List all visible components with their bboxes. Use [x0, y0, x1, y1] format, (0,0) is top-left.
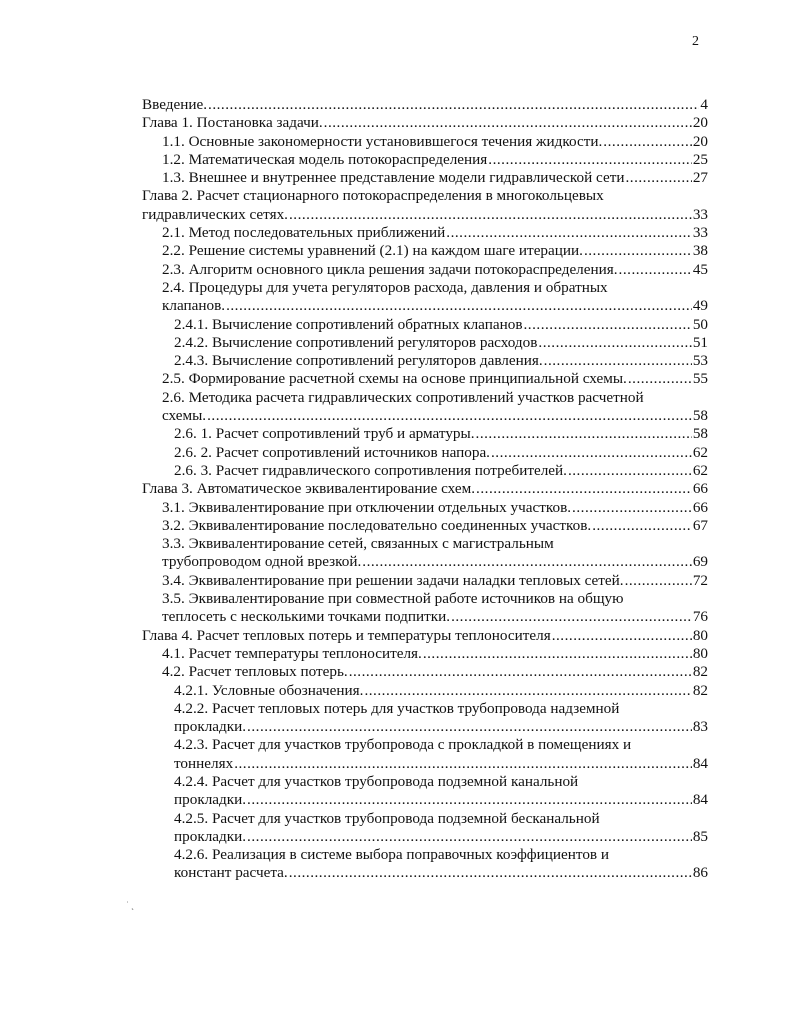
toc-page-number: 27	[692, 169, 708, 187]
toc-entry-title: 2.6. Методика расчета гидравлических сопротивлений участков расчетной	[162, 388, 644, 406]
toc-page-number: 33	[692, 224, 708, 242]
dot-leader	[289, 864, 692, 882]
toc-page-number: 69	[692, 553, 708, 571]
toc-entry-title: 2.2. Решение системы уравнений (2.1) на каждом шаге итерации.	[162, 242, 583, 260]
toc-entry	[142, 553, 708, 571]
toc-page-number: 82	[692, 681, 708, 699]
toc-page-number: 45	[692, 260, 708, 278]
toc-entry	[142, 151, 708, 169]
toc-entry-title: 1.1. Основные закономерности установившегося течения жидкости.	[162, 132, 603, 150]
toc-page-number: 62	[692, 461, 708, 479]
toc-page-number: 84	[692, 791, 708, 809]
toc-page-number: 83	[692, 718, 708, 736]
toc-entry-continuation: прокладки.	[174, 827, 247, 845]
toc-page-number: 4	[700, 96, 708, 113]
toc-entry-title: 2.4.3. Вычисление сопротивлений регуляторов давления.	[174, 352, 543, 370]
toc-entry	[142, 206, 708, 224]
toc-entry-title: 2.5. Формирование расчетной схемы на основе принципиальной схемы.	[162, 370, 627, 388]
toc-page-number: 33	[692, 205, 708, 223]
dot-leader	[476, 480, 692, 498]
dot-leader	[625, 572, 692, 590]
dot-leader	[423, 645, 692, 663]
toc-entry	[142, 755, 708, 773]
toc-entry	[142, 645, 708, 663]
toc-entry	[142, 96, 708, 114]
dot-leader	[247, 718, 692, 736]
toc-page-number: 82	[692, 663, 708, 681]
toc-entry	[142, 352, 708, 370]
toc-page-number: 51	[692, 333, 708, 351]
toc-entry-title: 4.2.1. Условные обозначения.	[174, 681, 364, 699]
toc-entry	[142, 133, 708, 151]
toc-entry-continuation: теплосеть с несколькими точками подпитки.	[162, 608, 451, 626]
toc-entry	[142, 718, 708, 736]
toc-entry-title: Глава 4. Расчет тепловых потерь и температуры теплоносителя	[142, 626, 551, 644]
toc-entry-title: 2.4.2. Вычисление сопротивлений регуляторов расходов	[174, 333, 538, 351]
toc-entry-continuation: тоннелях	[174, 754, 234, 772]
toc-page-number: 53	[692, 352, 708, 370]
toc-entry	[142, 663, 708, 681]
toc-page-number: 55	[692, 370, 708, 388]
toc-entry-title: 3.2. Эквивалентирование последовательно соединенных участков.	[162, 516, 592, 534]
dot-leader	[572, 499, 692, 517]
toc-entry-title: 2.6. 3. Расчет гидравлического сопротивления потребителей.	[174, 461, 567, 479]
dot-leader	[491, 444, 692, 462]
toc-entry-continuation: прокладки.	[174, 718, 247, 736]
dot-leader	[524, 316, 692, 334]
toc-entry	[142, 572, 708, 590]
dot-leader	[247, 791, 692, 809]
toc-entry	[142, 828, 708, 846]
toc-entry	[142, 682, 708, 700]
toc-entry	[142, 297, 708, 315]
dot-leader	[603, 133, 692, 151]
toc-entry	[142, 169, 708, 187]
toc-entry-title: 1.2. Математическая модель потокораспределения	[162, 150, 488, 168]
toc-page-number: 58	[692, 407, 708, 425]
toc-entry-title: 2.6. 1. Расчет сопротивлений труб и арматуры.	[174, 425, 475, 443]
toc-entry-continuation: гидравлических сетях.	[142, 205, 288, 223]
scan-artifact: ˙ ˛	[126, 900, 135, 910]
toc-page-number: 66	[692, 480, 708, 498]
toc-entry-title: 4.1. Расчет температуры теплоносителя.	[162, 644, 422, 662]
toc-entry	[142, 370, 708, 388]
dot-leader	[289, 206, 692, 224]
dot-leader	[619, 261, 692, 279]
toc-entry	[142, 791, 708, 809]
dot-leader	[446, 224, 692, 242]
toc-page-number: 84	[692, 754, 708, 772]
toc-entry-title: 4.2.5. Расчет для участков трубопровода подземной бесканальной	[174, 809, 600, 827]
toc-entry-title: 3.1. Эквивалентирование при отключении отдельных участков.	[162, 498, 572, 516]
dot-leader	[625, 169, 691, 187]
toc-entry-title: 4.2. Расчет тепловых потерь.	[162, 663, 348, 681]
toc-entry	[142, 114, 708, 132]
dot-leader	[544, 352, 692, 370]
toc-page-number: 58	[692, 425, 708, 443]
page-number: 2	[692, 34, 699, 49]
toc-entry-continuation: схемы.	[162, 407, 207, 425]
dot-leader	[552, 627, 692, 645]
toc-entry-continuation: трубопроводом одной врезкой.	[162, 553, 362, 571]
dot-leader	[207, 407, 692, 425]
toc-entry-title: 2.4. Процедуры для учета регуляторов расхода, давления и обратных	[162, 278, 608, 296]
dot-leader	[488, 151, 692, 169]
toc-entry-title: 2.1. Метод последовательных приближений	[162, 224, 446, 242]
dot-leader	[451, 608, 692, 626]
toc-entry	[142, 425, 708, 443]
toc-entry-title: 2.4.1. Вычисление сопротивлений обратных клапанов	[174, 315, 523, 333]
toc-entry	[142, 499, 708, 517]
toc-page-number: 85	[692, 827, 708, 845]
toc-entry	[142, 224, 708, 242]
dot-leader	[476, 425, 692, 443]
toc-entry-title: Глава 2. Расчет стационарного потокораспределения в многокольцевых	[142, 187, 604, 205]
toc-page-number: 86	[692, 864, 708, 882]
toc-entry-title: 3.3. Эквивалентирование сетей, связанных с магистральным	[162, 535, 554, 553]
dot-leader	[247, 828, 692, 846]
toc-entry	[142, 480, 708, 498]
toc-entry-title: Введение.	[142, 96, 208, 113]
toc-entry-continuation: клапанов.	[162, 297, 226, 315]
toc-page-number: 50	[692, 315, 708, 333]
dot-leader	[226, 297, 692, 315]
toc-entry-title: 4.2.2. Расчет тепловых потерь для участков трубопровода надземной	[174, 699, 620, 717]
toc-entry	[142, 608, 708, 626]
toc-entry	[142, 444, 708, 462]
toc-entry	[142, 517, 708, 535]
table-of-contents	[142, 96, 708, 883]
toc-page-number: 20	[692, 114, 708, 132]
toc-page-number: 76	[692, 608, 708, 626]
toc-entry-title: 4.2.3. Расчет для участков трубопровода с прокладкой в помещениях и	[174, 736, 632, 754]
toc-entry	[142, 462, 708, 480]
toc-page-number: 66	[692, 498, 708, 516]
dot-leader	[349, 663, 692, 681]
toc-entry	[142, 864, 708, 882]
toc-entry	[142, 316, 708, 334]
dot-leader	[362, 553, 692, 571]
toc-page-number: 80	[692, 626, 708, 644]
dot-leader	[208, 96, 699, 114]
toc-entry-title: 2.6. 2. Расчет сопротивлений источников напора.	[174, 443, 490, 461]
toc-page-number: 38	[692, 242, 708, 260]
toc-entry	[142, 261, 708, 279]
dot-leader	[592, 517, 692, 535]
toc-entry-title: Глава 1. Постановка задачи.	[142, 114, 323, 132]
toc-entry-title: 2.3. Алгоритм основного цикла решения задачи потокораспределения.	[162, 260, 618, 278]
dot-leader	[234, 755, 692, 773]
dot-leader	[584, 242, 692, 260]
dot-leader	[364, 682, 691, 700]
toc-page-number: 62	[692, 443, 708, 461]
toc-entry-continuation: констант расчета.	[174, 864, 288, 882]
toc-entry-title: 4.2.4. Расчет для участков трубопровода подземной канальной	[174, 772, 579, 790]
toc-page-number: 49	[692, 297, 708, 315]
toc-entry	[142, 334, 708, 352]
dot-leader	[538, 334, 691, 352]
toc-page-number: 20	[692, 132, 708, 150]
dot-leader	[568, 462, 692, 480]
toc-entry-continuation: прокладки.	[174, 791, 247, 809]
dot-leader	[324, 114, 692, 132]
toc-page-number: 80	[692, 644, 708, 662]
toc-page-number: 67	[692, 516, 708, 534]
toc-entry	[142, 407, 708, 425]
toc-entry-title: 3.5. Эквивалентирование при совместной работе источников на общую	[162, 590, 624, 608]
toc-entry-title: 4.2.6. Реализация в системе выбора поправочных коэффициентов и	[174, 846, 610, 864]
toc-entry	[142, 627, 708, 645]
toc-entry-title: 1.3. Внешнее и внутреннее представление модели гидравлической сети	[162, 169, 625, 187]
toc-page-number: 25	[692, 150, 708, 168]
dot-leader	[628, 370, 692, 388]
toc-entry	[142, 242, 708, 260]
toc-page-number: 72	[692, 571, 708, 589]
toc-entry-title: 3.4. Эквивалентирование при решении задачи наладки тепловых сетей.	[162, 571, 624, 589]
toc-entry-title: Глава 3. Автоматическое эквивалентирование схем.	[142, 480, 476, 498]
